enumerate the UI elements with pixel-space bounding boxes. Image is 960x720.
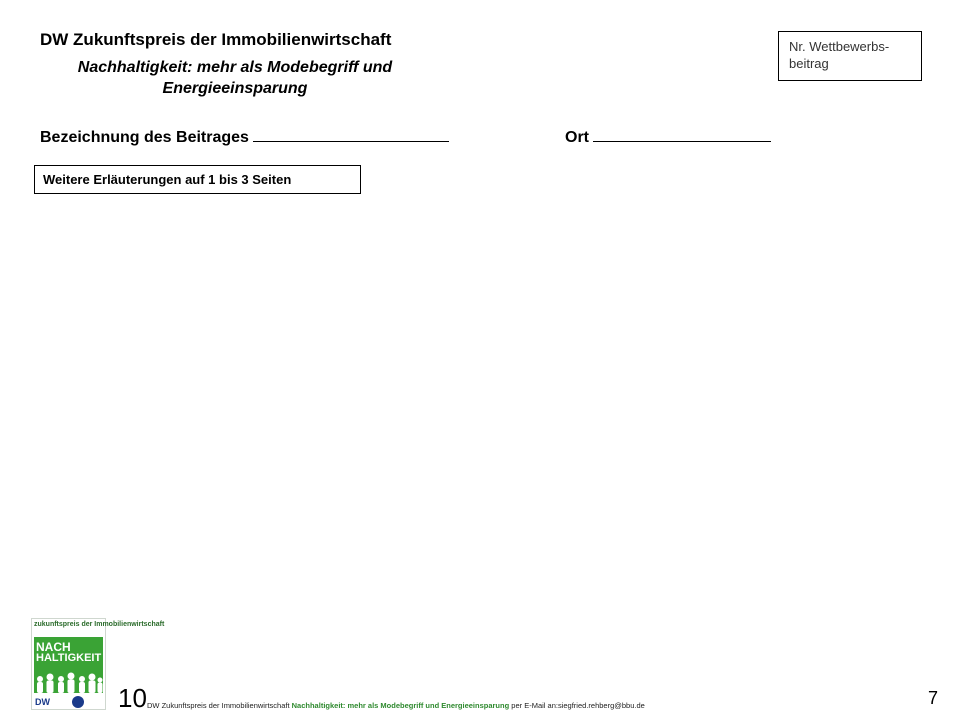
ort-line (593, 127, 771, 142)
footer-text (147, 701, 645, 710)
people-silhouette-icon (34, 671, 103, 693)
hint-text: Weitere Erläuterungen auf 1 bis 3 Seiten (43, 172, 292, 187)
page-title: DW Zukunftspreis der Immobilienwirtschaft (40, 30, 392, 49)
logo-green-panel (34, 637, 103, 693)
logo-nach-text: NACH (36, 640, 71, 654)
bezeichnung-label: Bezeichnung des Beitrages (40, 129, 249, 146)
ort-field[interactable] (565, 127, 771, 147)
entry-number-box[interactable] (778, 31, 922, 81)
page-subtitle: Nachhaltigkeit: mehr als Modebegriff und Energieeinsparung (77, 59, 393, 97)
footer-text-plain: DW Zukunftspreis der Immobilienwirtschaft (147, 701, 290, 710)
hint-box (34, 165, 361, 194)
logo-dw-text: DW (35, 697, 50, 707)
partner-badge-icon (72, 696, 84, 708)
footer-page-prefix: 10 (118, 683, 147, 713)
entry-number-label: Nr. Wettbewerbs-beitrag (789, 39, 890, 71)
bezeichnung-line (253, 127, 449, 142)
page-number: 7 (928, 688, 939, 708)
bezeichnung-field[interactable] (40, 127, 449, 147)
logo-top-text: zukunftspreis der Immobilienwirtschaft (34, 621, 165, 628)
footer-text-suffix: per E-Mail an:siegfried.rehberg@bbu.de (511, 701, 645, 710)
footer-text-highlight: Nachhaltigkeit: mehr als Modebegriff und Energieeinsparung (291, 701, 510, 710)
ort-label: Ort (565, 129, 589, 146)
logo-haltigkeit-text: HALTIGKEIT (36, 652, 102, 664)
